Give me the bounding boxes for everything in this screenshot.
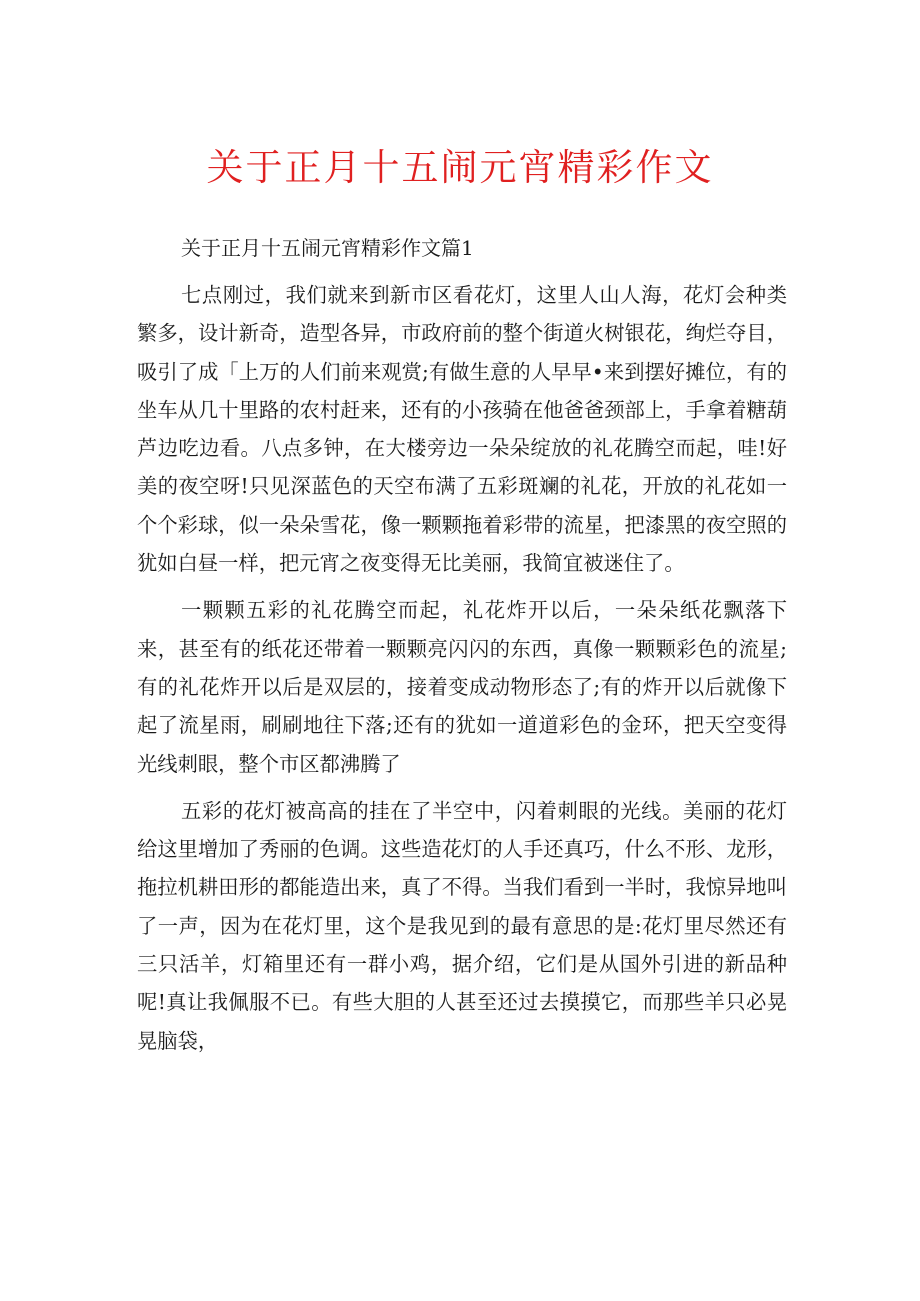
paragraph-1: 七点刚过，我们就来到新市区看花灯，这里人山人海，花灯会种类繁多，设计新奇，造型各异，市政府前的整个街道火树银花，绚烂夺目，吸引了成「上万的人们前来观赏;有做生意的人早早•来到摆好摊位，有的坐车从几十里路的农村赶来，还有的小孩骑在他爸爸颈部上，手拿着糖葫芦边吃边看。八点多钟，在大楼旁边一朵朵绽放的礼花腾空而起，哇!好美的夜空呀!只见深蓝色的天空布满了五彩斑斓的礼花，开放的礼花如一个个彩球，似一朵朵雪花，像一颗颗拖着彩带的流星，把漆黑的夜空照的犹如白昼一样，把元宵之夜变得无比美丽，我简宜被迷住了。 bbox=[137, 283, 787, 576]
paragraph-2: 一颗颗五彩的礼花腾空而起，礼花炸开以后，一朵朵纸花飘落下来，甚至有的纸花还带着一颗颗亮闪闪的东西，真像一颗颗彩色的流星;有的礼花炸开以后是双层的，接着变成动物形态了;有的炸开以后就像下起了流星雨，刷刷地往下落;还有的犹如一道道彩色的金环，把天空变得光线刺眼，整个市区都沸腾了 bbox=[137, 598, 787, 776]
document-title: 关于正月十五闹元宵精彩作文 bbox=[206, 146, 714, 189]
paragraph-3: 五彩的花灯被高高的挂在了半空中，闪着刺眼的光线。美丽的花灯给这里增加了秀丽的色调。这些造花灯的人手还真巧，什么不形、龙形，拖拉机耕田形的都能造出来，真了不得。当我们看到一半时，我惊异地叫了一声，因为在花灯里，这个是我见到的最有意思的是:花灯里尽然还有三只活羊，灯箱里还有一群小鸡，据介绍，它们是从国外引进的新品种呢!真让我佩服不已。有些大胆的人甚至还过去摸摸它，而那些羊只必晃晃脑袋， bbox=[137, 798, 787, 1053]
section-heading: 关于正月十五闹元宵精彩作文篇1 bbox=[181, 236, 474, 260]
article-body bbox=[137, 276, 787, 1069]
